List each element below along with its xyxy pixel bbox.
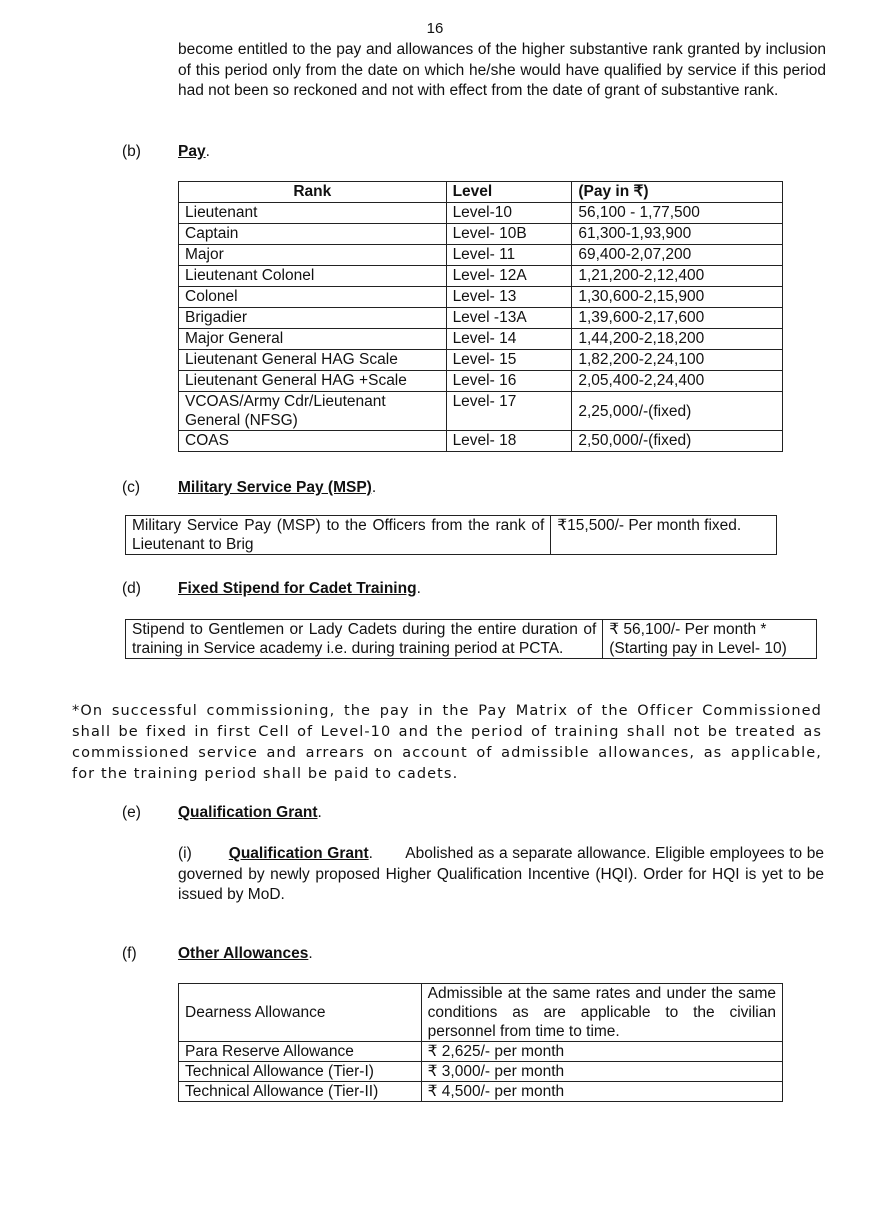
pay-cell: 1,30,600-2,15,900 — [572, 287, 783, 308]
pay-cell: 1,44,200-2,18,200 — [572, 329, 783, 350]
level-cell: Level- 18 — [446, 431, 572, 452]
stipend-amount-cell — [603, 620, 817, 659]
section-f-dot: . — [308, 945, 313, 962]
msp-amount: ₹15,500/- Per month fixed. — [551, 516, 777, 555]
section-d-dot: . — [416, 580, 421, 597]
section-e-title: Qualification Grant — [178, 804, 318, 821]
rank-cell: Captain — [179, 224, 447, 245]
level-cell: Level- 17 — [446, 392, 572, 431]
section-d-title: Fixed Stipend for Cadet Training — [178, 580, 417, 597]
allowance-value: Admissible at the same rates and under the same conditions as are applicable to the civilian personnel from time to time. — [421, 984, 782, 1042]
qg-text: Abolished as a separate allowance. Eligible employees to be governed by newly proposed Higher Qualification Incentive (HQI). Order for HQI is yet to be issued by MoD. — [178, 845, 825, 903]
stipend-starting-pay: (Starting pay in Level- 10) — [609, 640, 787, 657]
intro-paragraph: become entitled to the pay and allowances of the higher substantive rank granted by inclusion of this period only from the date on which he/she would have qualified by service if this period had not been so reckoned and not with effect from the date of grant of substantive rank. — [178, 41, 826, 99]
section-e-dot: . — [317, 804, 322, 821]
rank-cell: Lieutenant General HAG Scale — [179, 350, 447, 371]
section-c-dot: . — [371, 479, 377, 496]
pay-header-pay: (Pay in ₹) — [572, 182, 783, 203]
level-cell: Level- 15 — [446, 350, 572, 371]
section-e-heading — [178, 804, 322, 822]
table-row — [179, 1082, 783, 1102]
commissioning-note: *On successful commissioning, the pay in the Pay Matrix of the Officer Commissioned shall be fixed in first Cell of Level-10 and the period of training shall not be treated as commissioned service and arrears on account of admissible allowances, as applicable, for the training period shall be paid to cadets. — [72, 703, 822, 782]
level-cell: Level- 14 — [446, 329, 572, 350]
rank-cell: Lieutenant Colonel — [179, 266, 447, 287]
allowance-value: ₹ 4,500/- per month — [421, 1082, 782, 1102]
section-e-label: (e) — [122, 804, 141, 821]
table-row — [126, 620, 817, 659]
section-b-heading — [178, 143, 210, 161]
qg-sub-label: (i) — [178, 845, 192, 862]
level-cell: Level -13A — [446, 308, 572, 329]
table-row — [179, 203, 783, 224]
pay-cell: 2,50,000/-(fixed) — [572, 431, 783, 452]
msp-description: Military Service Pay (MSP) to the Officers from the rank of Lieutenant to Brig — [126, 516, 551, 555]
table-row — [126, 516, 777, 555]
stipend-table — [125, 619, 817, 659]
table-row — [179, 350, 783, 371]
rank-cell: Major General — [179, 329, 447, 350]
rank-cell: COAS — [179, 431, 447, 452]
level-cell: Level- 12A — [446, 266, 572, 287]
pay-table — [178, 181, 783, 452]
table-row — [179, 287, 783, 308]
table-row — [179, 371, 783, 392]
table-row — [179, 224, 783, 245]
pay-cell: 2,25,000/-(fixed) — [572, 392, 783, 431]
section-f-label: (f) — [122, 945, 137, 962]
pay-header-rank: Rank — [179, 182, 447, 203]
stipend-amount: ₹ 56,100/- Per month * — [609, 621, 767, 638]
section-c-heading — [178, 479, 376, 497]
allowance-name: Technical Allowance (Tier-II) — [179, 1082, 422, 1102]
pay-cell: 69,400-2,07,200 — [572, 245, 783, 266]
table-row — [179, 1042, 783, 1062]
qualification-grant-paragraph: (i) Qualification Grant. Abolished as a separate allowance. Eligible employees to be governed by newly proposed Higher Qualification Incentive (HQI). Order for HQI is yet to be issued by MoD. — [178, 845, 825, 903]
table-row — [179, 245, 783, 266]
table-row — [179, 984, 783, 1042]
section-c-label: (c) — [122, 479, 141, 496]
level-cell: Level-10 — [446, 203, 572, 224]
allowance-name: Para Reserve Allowance — [179, 1042, 422, 1062]
table-row — [179, 431, 783, 452]
pay-cell: 61,300-1,93,900 — [572, 224, 783, 245]
stipend-description: Stipend to Gentlemen or Lady Cadets during the entire duration of training in Service academy i.e. during training period at PCTA. — [126, 620, 603, 659]
allowance-name: Dearness Allowance — [179, 984, 422, 1042]
section-f-heading — [178, 945, 313, 963]
pay-cell: 1,82,200-2,24,100 — [572, 350, 783, 371]
rank-cell: Colonel — [179, 287, 447, 308]
section-c-title: Military Service Pay (MSP) — [178, 479, 372, 496]
rank-cell: Lieutenant General HAG +Scale — [179, 371, 447, 392]
rank-cell: Major — [179, 245, 447, 266]
allowance-value: ₹ 2,625/- per month — [421, 1042, 782, 1062]
level-cell: Level- 16 — [446, 371, 572, 392]
rank-cell: Brigadier — [179, 308, 447, 329]
section-b-title: Pay — [178, 143, 206, 160]
rank-cell: VCOAS/Army Cdr/Lieutenant General (NFSG) — [179, 392, 447, 431]
rank-cell: Lieutenant — [179, 203, 447, 224]
pay-cell: 56,100 - 1,77,500 — [572, 203, 783, 224]
allowance-value: ₹ 3,000/- per month — [421, 1062, 782, 1082]
msp-table — [125, 515, 777, 555]
table-row — [179, 392, 783, 431]
section-f-title: Other Allowances — [178, 945, 309, 962]
pay-cell: 1,39,600-2,17,600 — [572, 308, 783, 329]
table-row — [179, 308, 783, 329]
table-row — [179, 329, 783, 350]
level-cell: Level- 11 — [446, 245, 572, 266]
qg-sub-title: Qualification Grant — [228, 845, 369, 862]
table-row — [179, 266, 783, 287]
section-d-heading — [178, 580, 421, 598]
allowance-name: Technical Allowance (Tier-I) — [179, 1062, 422, 1082]
level-cell: Level- 13 — [446, 287, 572, 308]
section-d-label: (d) — [122, 580, 141, 597]
allowances-table — [178, 983, 783, 1102]
pay-cell: 2,05,400-2,24,400 — [572, 371, 783, 392]
pay-table-header-row — [179, 182, 783, 203]
section-b-label: (b) — [122, 143, 141, 160]
level-cell: Level- 10B — [446, 224, 572, 245]
pay-cell: 1,21,200-2,12,400 — [572, 266, 783, 287]
table-row — [179, 1062, 783, 1082]
page-number: 16 — [426, 20, 444, 37]
section-b-dot: . — [205, 143, 210, 160]
pay-header-level: Level — [446, 182, 572, 203]
